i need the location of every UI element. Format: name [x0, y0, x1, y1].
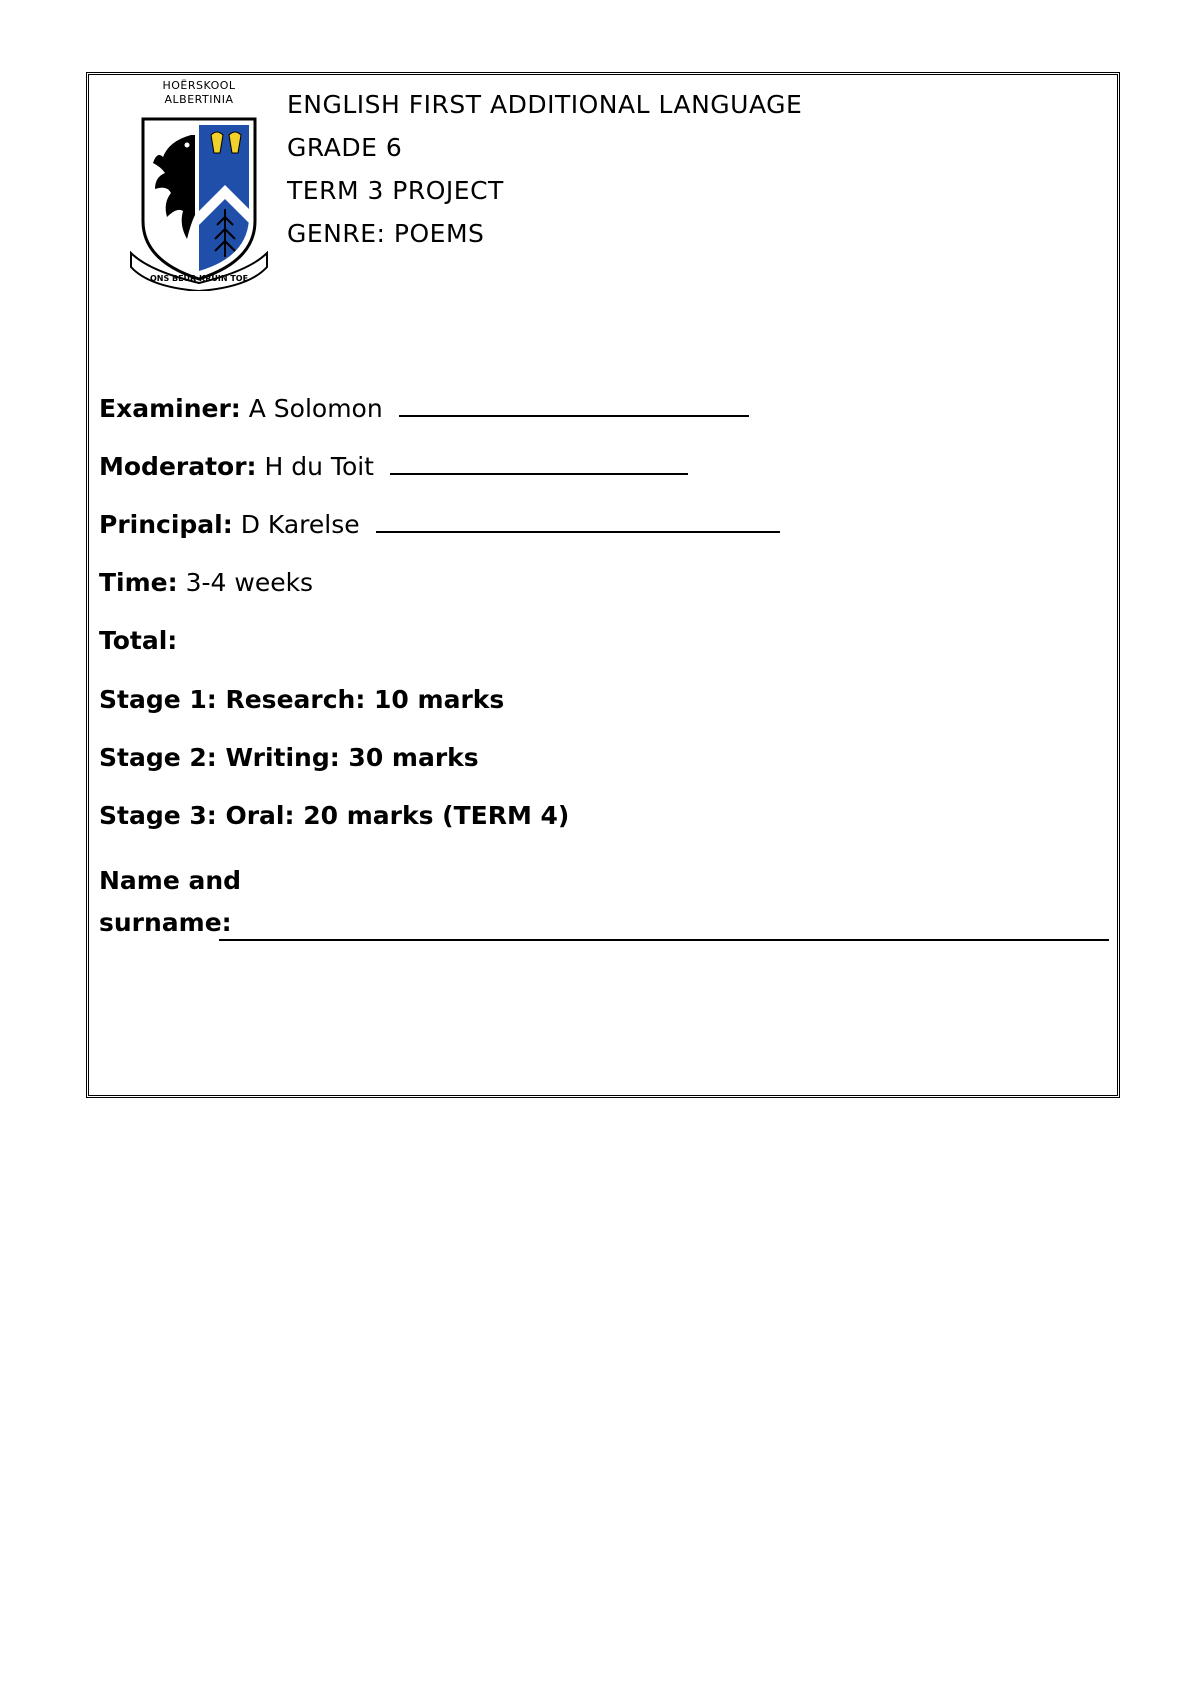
- time-field: [99, 568, 313, 597]
- name-surname-field: [99, 860, 241, 944]
- time-value: 3-4 weeks: [185, 568, 314, 597]
- moderator-signature-line[interactable]: [390, 451, 688, 475]
- examiner-signature-line[interactable]: [399, 393, 749, 417]
- school-name-line2: ALBERTINIA: [164, 93, 234, 106]
- moderator-label: Moderator:: [99, 452, 257, 481]
- examiner-field: [99, 393, 749, 423]
- principal-label: Principal:: [99, 510, 233, 539]
- principal-signature-line[interactable]: [376, 509, 780, 533]
- stage-1: Stage 1: Research: 10 marks: [99, 685, 505, 714]
- stage-3: Stage 3: Oral: 20 marks (TERM 4): [99, 801, 570, 830]
- principal-field: [99, 509, 780, 539]
- school-name-line1: HOËRSKOOL: [162, 79, 236, 92]
- grade-label: GRADE 6: [287, 133, 403, 162]
- name-label-line2: surname:: [99, 908, 232, 937]
- name-label-line1: Name and: [99, 866, 242, 895]
- cover-frame: [86, 72, 1120, 1098]
- genre-label: GENRE: POEMS: [287, 219, 485, 248]
- school-crest: [129, 79, 269, 289]
- principal-value: D Karelse: [240, 510, 360, 539]
- moderator-value: H du Toit: [264, 452, 374, 481]
- crest-shield-icon: [129, 111, 269, 291]
- document-header: [287, 83, 802, 255]
- svg-text:ONS BEUR KRUIN TOE: ONS BEUR KRUIN TOE: [149, 274, 249, 283]
- examiner-value: A Solomon: [248, 394, 383, 423]
- moderator-field: [99, 451, 688, 481]
- stage-2: Stage 2: Writing: 30 marks: [99, 743, 479, 772]
- total-field: [99, 626, 177, 655]
- total-label: Total:: [99, 626, 178, 655]
- time-label: Time:: [99, 568, 178, 597]
- examiner-label: Examiner:: [99, 394, 241, 423]
- subject-title: ENGLISH FIRST ADDITIONAL LANGUAGE: [287, 90, 803, 119]
- name-surname-input-line[interactable]: [219, 939, 1109, 941]
- project-label: TERM 3 PROJECT: [287, 176, 504, 205]
